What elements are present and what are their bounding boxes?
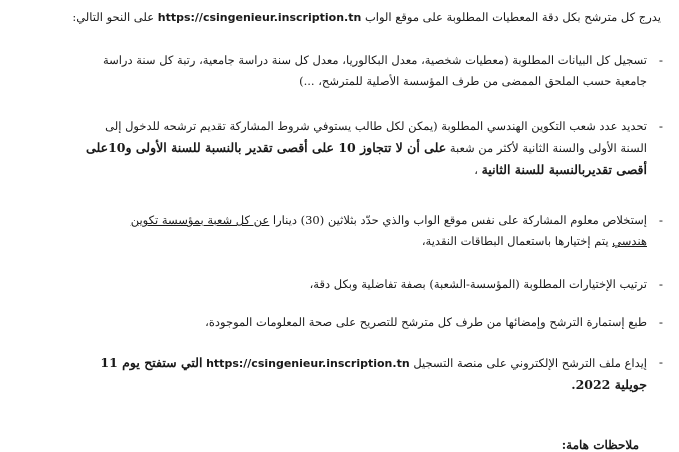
item-bold-text: على أن لا تتجاوز 10 على أقصى تقدير بالنسبة للسنة الأولى و10على — [86, 140, 447, 155]
bullet-dash: - — [658, 53, 664, 67]
item-line: طبع إستمارة الترشح وإمضائها من طرف كل مترشح للتصريح على صحة المعلومات الموجودة، — [205, 315, 647, 329]
item-text: السنة الأولى والسنة الثانية لأكثر من شعبة — [449, 141, 647, 155]
intro-paragraph — [40, 8, 661, 27]
item-line: ترتيب الإختيارات المطلوبة (المؤسسة-الشعبة) بصفة تفاضلية وبكل دقة، — [309, 277, 647, 291]
item-line: تسجيل كل البيانات المطلوبة (معطيات شخصية، معدل البكالوريا، معدل كل سنة دراسة جامعية، رتبة كل سنة دراسة — [102, 53, 647, 67]
item-bold-text: التي ستفتح يوم 11 — [100, 355, 203, 370]
list-item — [34, 312, 664, 333]
item-line: جويلية 2022. — [571, 377, 647, 392]
bullet-dash: - — [658, 213, 664, 227]
item-text: إستخلاص معلوم المشاركة على نفس موقع الواب والذي حدّد بثلاثين (30) دينارا — [272, 213, 647, 227]
bullet-dash: - — [658, 277, 664, 291]
registration-platform-link[interactable]: https://csingenieur.inscription.tn — [206, 357, 410, 370]
bullet-dash: - — [658, 315, 664, 329]
item-underlined-text: هندسي — [612, 234, 647, 248]
item-line — [34, 210, 647, 231]
list-item — [34, 274, 664, 295]
list-item — [34, 116, 664, 181]
item-line — [34, 231, 647, 252]
item-text: إيداع ملف الترشح الإلكتروني على منصة التسجيل — [413, 356, 647, 370]
item-line: تحديد عدد شعب التكوين الهندسي المطلوبة (يمكن لكل طالب يستوفي شروط المشاركة تقديم ترشحه للدخول إلى — [105, 119, 647, 133]
bullet-dash: - — [658, 355, 664, 369]
bullet-dash: - — [658, 119, 664, 133]
item-underlined-text: عن كل شعبة بمؤسسة تكوين — [130, 213, 270, 227]
intro-text-end: على النحو التالي: — [72, 10, 155, 24]
item-text: يتم إختيارها باستعمال البطاقات النقدية، — [421, 234, 609, 248]
list-item — [34, 352, 664, 395]
item-line — [34, 352, 647, 374]
item-line — [34, 159, 647, 181]
list-item — [34, 50, 664, 92]
list-item — [34, 210, 664, 252]
item-bold-text: أقصى تقديربالنسبة للسنة الثانية — [481, 162, 647, 177]
item-line — [34, 137, 647, 159]
intro-text: يدرج كل مترشح بكل دقة المعطيات المطلوبة على موقع الواب — [364, 10, 661, 24]
item-line: جامعية حسب الملحق الممضى من طرف المؤسسة الأصلية للمترشح، ...) — [299, 74, 647, 88]
item-text: ، — [474, 163, 478, 177]
notes-heading: ملاحظات هامة: — [561, 438, 639, 452]
inscription-link[interactable]: https://csingenieur.inscription.tn — [157, 11, 362, 24]
